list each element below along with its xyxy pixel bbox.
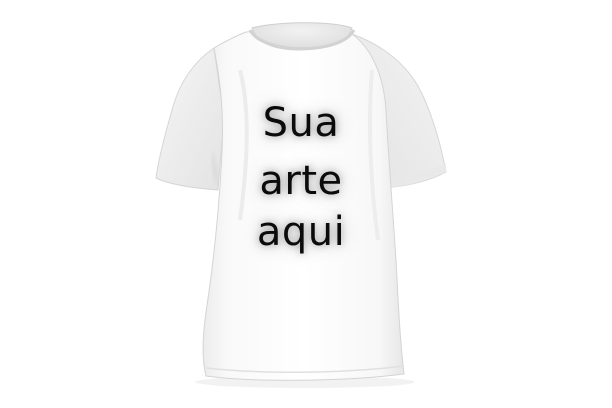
print-text-line-3: aqui [256,209,346,255]
print-text-line-1: Sua [262,100,340,146]
print-text-line-2: arte [259,158,343,204]
